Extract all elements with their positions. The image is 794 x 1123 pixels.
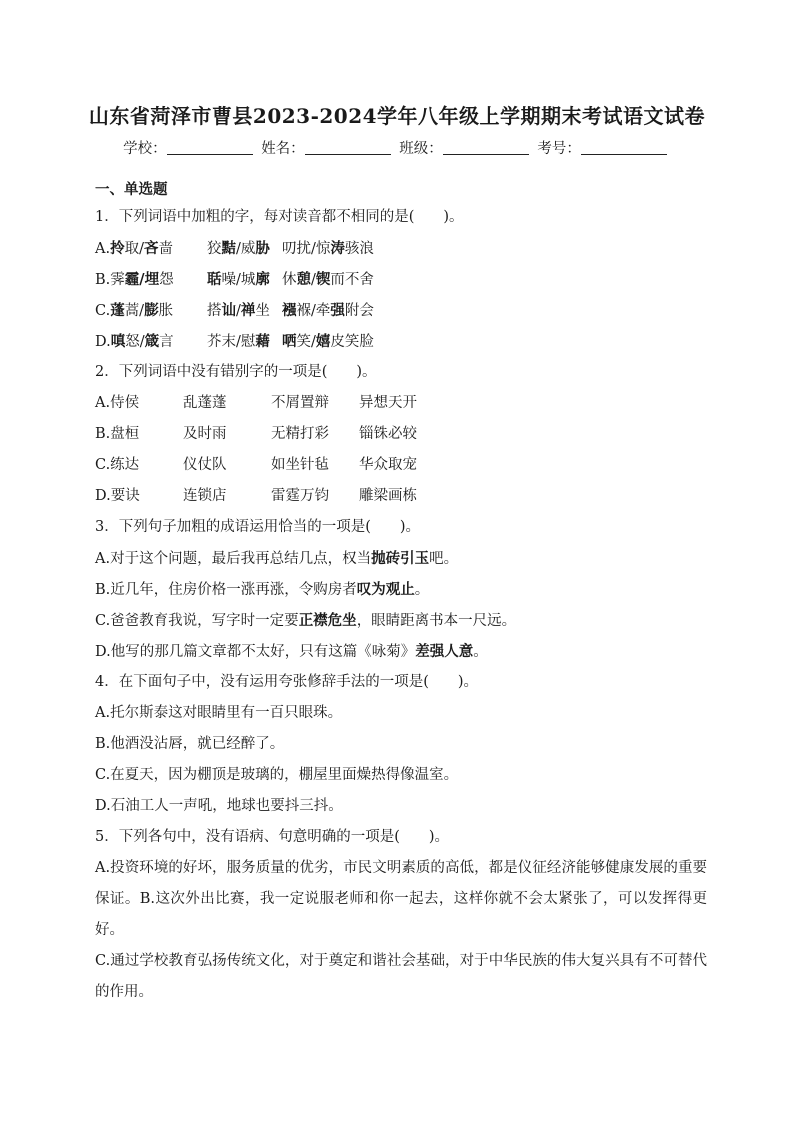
name-blank[interactable] [305,140,391,155]
question-3-option-c: C.爸爸教育我说，写字时一定要正襟危坐，眼睛距离书本一尺远。 [95,612,517,629]
question-1-option-c: C.蓬蒿/膨胀 搭讪/禅坐 襁褓/牵强附会 [95,302,374,319]
student-info-row [0,137,794,158]
question-5-option-c: C.通过学校教育弘扬传统文化，对于奠定和谐社会基础，对于中华民族的伟大复兴具有不可替代的作用。 [95,953,707,1000]
exam-title: 山东省菏泽市曹县2023-2024学年八年级上学期期末考试语文试卷 [88,104,706,128]
school-blank[interactable] [167,140,253,155]
question-4-stem: 4．在下面句子中，没有运用夸张修辞手法的一项是( )。 [95,674,479,690]
question-3-option-b: B.近几年，住房价格一涨再涨，令购房者叹为观止。 [95,581,430,598]
question-2-option-a: A.侍侯 乱蓬蓬 不屑置辩 异想天开 [95,395,417,411]
question-4-option-c: C.在夏天，因为棚顶是玻璃的，棚屋里面燥热得像温室。 [95,767,459,783]
name-label: 姓名： [261,141,305,157]
question-1-option-d: D.嗔怒/箴言 芥末/慰藉 哂笑/嬉皮笑脸 [95,333,374,350]
school-label: 学校： [123,141,167,157]
exam-content [95,178,715,1008]
question-5-option-ab: A.投资环境的好坏，服务质量的优劣，市民文明素质的高低，都是仪征经济能够健康发展的重要保证。B.这次外出比赛，我一定说服老师和你一起去，这样你就不会太紧张了，可以发挥得更好。 [95,860,707,938]
question-1-stem: 1．下列词语中加粗的字，每对读音都不相同的是( )。 [95,209,464,225]
question-2-stem: 2．下列词语中没有错别字的一项是( )。 [95,364,377,380]
number-label: 考号： [537,141,581,157]
class-label: 班级： [399,141,443,157]
question-4-option-b: B.他酒没沾唇，就已经醉了。 [95,736,285,752]
question-1-option-b: B.霁霾/埋怨 聒噪/城廓 休憩/锲而不舍 [95,271,374,288]
class-blank[interactable] [443,140,529,155]
question-2-option-c: C.练达 仪仗队 如坐针毡 华众取宠 [95,457,417,473]
section-title: 一、单选题 [95,181,168,198]
question-3-option-a: A.对于这个问题，最后我再总结几点，权当抛砖引玉吧。 [95,550,459,567]
number-blank[interactable] [581,140,667,155]
question-4-option-a: A.托尔斯泰这对眼睛里有一百只眼珠。 [95,705,343,721]
question-2-option-d: D.要诀 连锁店 雷霆万钧 雕梁画栋 [95,488,417,504]
question-2-option-b: B.盘桓 及时雨 无精打彩 锱铢必较 [95,426,417,442]
question-1-option-a: A.拎取/吝啬 狡黠/威胁 叨扰/惊涛骇浪 [95,240,374,257]
question-3-option-d: D.他写的那几篇文章都不太好，只有这篇《咏菊》差强人意。 [95,643,488,660]
question-4-option-d: D.石油工人一声吼，地球也要抖三抖。 [95,798,343,814]
question-3-stem: 3．下列句子加粗的成语运用恰当的一项是( )。 [95,519,421,535]
question-5-stem: 5．下列各句中，没有语病、句意明确的一项是( )。 [95,829,450,845]
